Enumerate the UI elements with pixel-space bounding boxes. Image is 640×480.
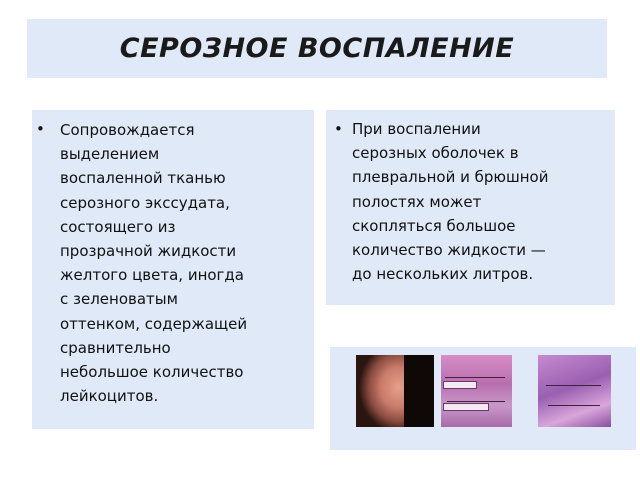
figure-caption-3: [535, 431, 615, 447]
figure-caption-2: [442, 431, 516, 447]
annotation-line: [447, 401, 505, 402]
annotation-label: [443, 381, 477, 389]
micrograph-image-2: [441, 355, 512, 427]
left-panel-text: Сопровождается выделением воспаленной тканью серозного экссудата, состоящего из прозрачной жидкости желтого цвета, иногда с зеленоватым оттенком, содержащей сравнительно небольшое количество лейкоцитов.: [60, 121, 248, 406]
annotation-line: [445, 377, 505, 378]
figure-caption-1: [336, 431, 430, 447]
annotation-label: [443, 403, 489, 411]
micrograph-image-1: [356, 355, 434, 427]
annotation-line: [548, 405, 600, 406]
bullet-icon: •: [334, 120, 343, 138]
micrograph-background: [404, 355, 434, 427]
micrograph-strip: [330, 347, 636, 450]
right-panel-text: При воспалении серозных оболочек в плевральной и брюшной полостях может скопляться большое количество жидкости — до нескольких литров.: [352, 120, 549, 284]
annotation-line: [546, 385, 601, 386]
left-text-panel: [32, 110, 314, 429]
right-text-panel: [326, 110, 615, 305]
micrograph-image-3: [538, 355, 611, 427]
slide-title: СЕРОЗНОЕ ВОСПАЛЕНИЕ: [119, 33, 515, 64]
bullet-icon: •: [36, 120, 45, 138]
title-box: [27, 19, 607, 78]
